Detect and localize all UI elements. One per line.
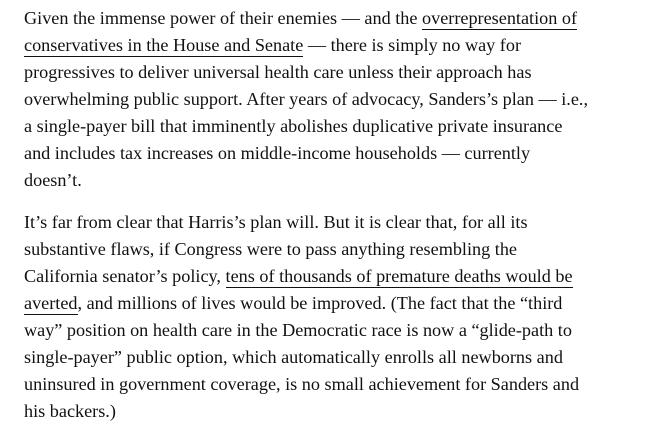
inline-link[interactable]: averted [24, 293, 78, 313]
text-segment: and includes tax increases on middle-income households — currently [24, 143, 531, 163]
text-line [24, 236, 630, 263]
text-segment: It’s far from clear that Harris’s plan will. But it is clear that, for all its [24, 212, 528, 232]
paragraph-2 [24, 209, 630, 425]
text-line [24, 59, 630, 86]
text-line [24, 5, 630, 32]
text-line [24, 86, 630, 113]
paragraph-1 [24, 5, 630, 194]
inline-link[interactable]: overrepresentation of [422, 8, 578, 28]
text-segment: — there is simply no way for [303, 35, 522, 55]
text-segment: his backers.) [24, 401, 116, 421]
text-segment: Given the immense power of their enemies — and the [24, 8, 422, 28]
text-line [24, 317, 630, 344]
inline-link[interactable]: tens of thousands of premature deaths would be [225, 266, 573, 286]
text-line [24, 209, 630, 236]
text-segment: single-payer” public option, which automatically enrolls all newborns and [24, 347, 563, 367]
text-line [24, 344, 630, 371]
text-line [24, 371, 630, 398]
text-segment: doesn’t. [24, 170, 82, 190]
text-line [24, 263, 630, 290]
text-line [24, 290, 630, 317]
text-segment: progressives to deliver universal health care unless their approach has [24, 62, 532, 82]
text-line [24, 398, 630, 425]
text-segment: uninsured in government coverage, is no small achievement for Sanders and [24, 374, 580, 394]
article-body [24, 5, 630, 425]
text-line [24, 113, 630, 140]
text-line [24, 32, 630, 59]
text-line [24, 167, 630, 194]
text-segment: a single-payer bill that imminently abolishes duplicative private insurance [24, 116, 563, 136]
text-line [24, 140, 630, 167]
text-segment: way” position on health care in the Democratic race is now a “glide-path to [24, 320, 572, 340]
text-segment: substantive flaws, if Congress were to pass anything resembling the [24, 239, 517, 259]
inline-link[interactable]: conservatives in the House and Senate [24, 35, 304, 55]
text-segment: overwhelming public support. After years of advocacy, Sanders’s plan — i.e., [24, 89, 588, 109]
text-segment: , and millions of lives would be improved. (The fact that the “third [77, 293, 563, 313]
text-segment: California senator’s policy, [24, 266, 226, 286]
